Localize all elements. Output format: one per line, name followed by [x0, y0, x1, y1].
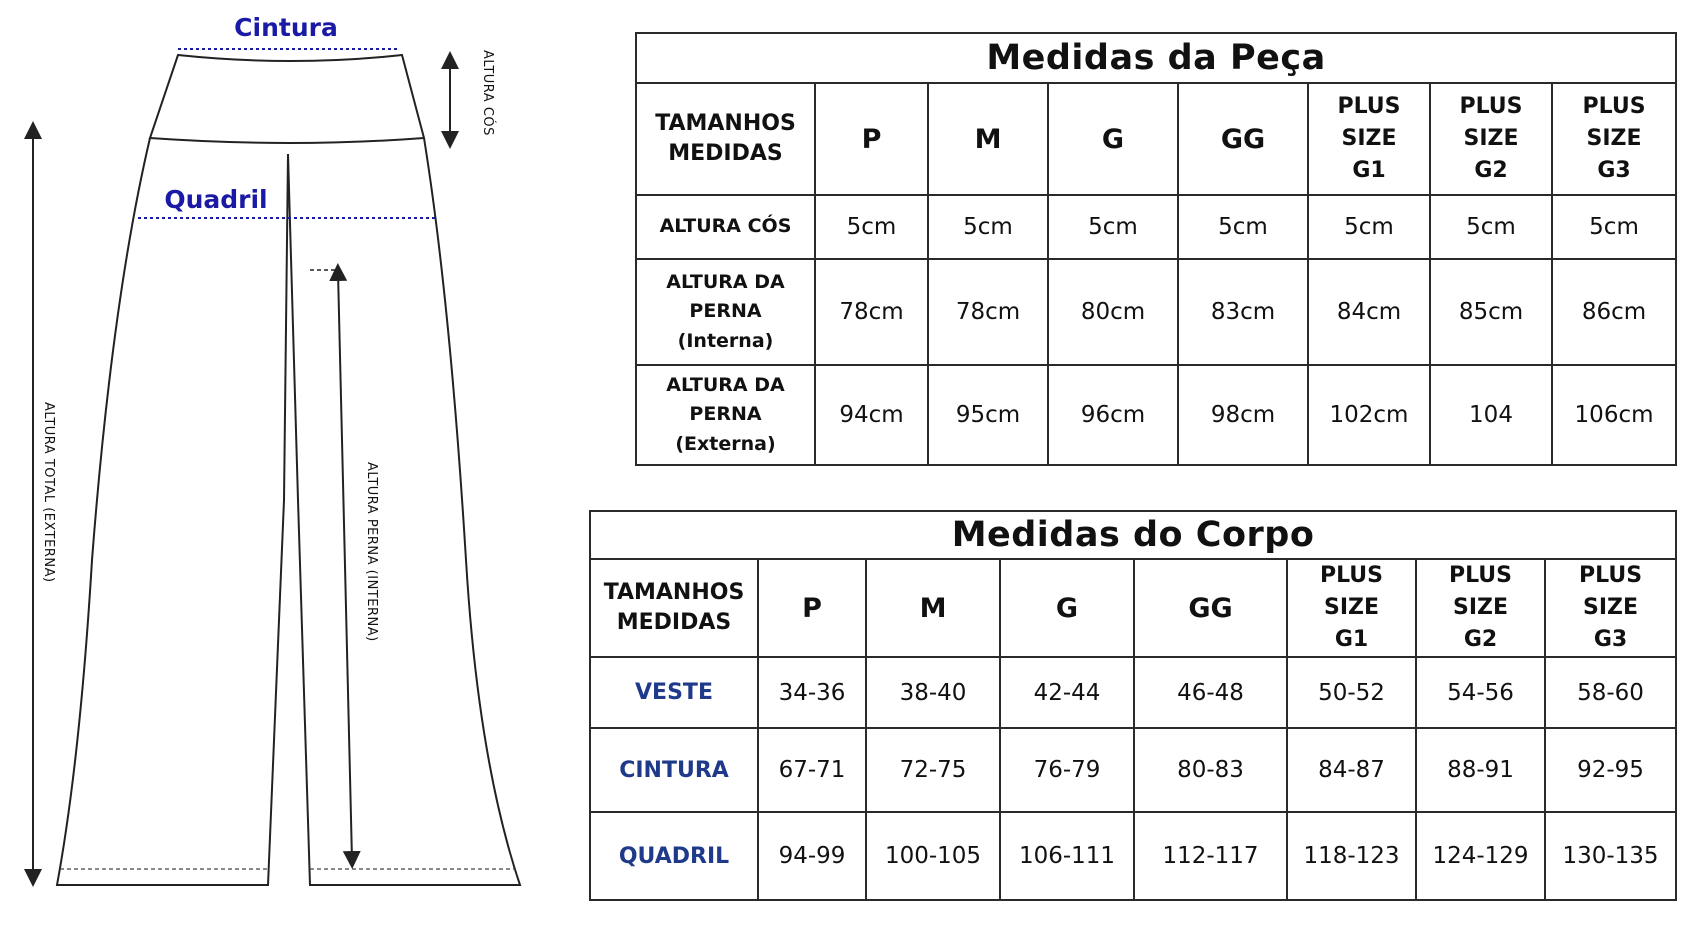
row-label-quadril: QUADRIL — [590, 812, 758, 900]
table-cell: 86cm — [1552, 259, 1676, 365]
row-label-line: ALTURA DA — [666, 270, 785, 293]
table-cell: 84cm — [1308, 259, 1430, 365]
table-cell: 88-91 — [1416, 728, 1545, 812]
row-label-line: PERNA — [689, 300, 762, 323]
size-header-gg: GG — [1134, 559, 1287, 657]
body-measurements-table — [589, 510, 1677, 901]
size-line: G2 — [1474, 157, 1508, 183]
table-row — [636, 365, 1676, 465]
size-header-m: M — [928, 83, 1048, 195]
size-line: SIZE — [1323, 595, 1379, 621]
table-cell: 5cm — [1308, 195, 1430, 259]
table-cell: 84-87 — [1287, 728, 1416, 812]
left-leg-outline — [57, 138, 288, 885]
row-label-veste: VESTE — [590, 657, 758, 728]
row-label-line: ALTURA DA — [666, 373, 785, 396]
table-row — [590, 812, 1676, 900]
size-header-m: M — [866, 559, 1000, 657]
table-cell: 104 — [1430, 365, 1552, 465]
size-line: PLUS — [1582, 94, 1646, 120]
table-cell: 96cm — [1048, 365, 1178, 465]
table-row — [590, 728, 1676, 812]
size-header-g2 — [1416, 559, 1545, 657]
header-label-line: MEDIDAS — [616, 610, 732, 635]
table-cell: 78cm — [928, 259, 1048, 365]
header-label-line: TAMANHOS — [655, 111, 796, 137]
size-line: SIZE — [1463, 126, 1519, 152]
table-cell: 95cm — [928, 365, 1048, 465]
size-line: G2 — [1463, 626, 1498, 652]
size-line: SIZE — [1341, 126, 1397, 152]
body-table-title: Medidas do Corpo — [590, 511, 1676, 559]
waistband-height-label: ALTURA CÓS — [480, 50, 495, 136]
garment-table-title: Medidas da Peça — [636, 33, 1676, 83]
table-cell: 102cm — [1308, 365, 1430, 465]
table-cell: 34-36 — [758, 657, 866, 728]
size-header-g: G — [1000, 559, 1134, 657]
inner-leg-label: ALTURA PERNA (INTERNA) — [364, 462, 379, 642]
table-cell: 5cm — [1048, 195, 1178, 259]
size-line: PLUS — [1319, 563, 1384, 589]
size-header-p: P — [815, 83, 928, 195]
size-header-g2 — [1430, 83, 1552, 195]
hip-label: Quadril — [164, 185, 268, 214]
table-row — [636, 195, 1676, 259]
size-header-g: G — [1048, 83, 1178, 195]
table-cell: 94-99 — [758, 812, 866, 900]
size-line: G1 — [1352, 157, 1386, 183]
table-cell: 72-75 — [866, 728, 1000, 812]
row-label-line: (Externa) — [675, 432, 776, 455]
size-line: PLUS — [1448, 563, 1513, 589]
garment-header-row — [636, 83, 1676, 195]
table-cell: 112-117 — [1134, 812, 1287, 900]
size-line: G3 — [1593, 626, 1628, 652]
table-cell: 5cm — [1430, 195, 1552, 259]
size-line: G1 — [1334, 626, 1369, 652]
pants-diagram — [0, 0, 560, 927]
table-cell: 5cm — [815, 195, 928, 259]
garment-measurements-table — [635, 32, 1677, 466]
row-label-perna-interna — [636, 259, 815, 365]
size-line: SIZE — [1583, 595, 1639, 621]
header-label-line: TAMANHOS — [603, 580, 745, 606]
size-header-g3 — [1552, 83, 1676, 195]
table-cell: 85cm — [1430, 259, 1552, 365]
table-cell: 100-105 — [866, 812, 1000, 900]
size-line: PLUS — [1337, 94, 1401, 120]
table-cell: 50-52 — [1287, 657, 1416, 728]
total-height-label: ALTURA TOTAL (EXTERNA) — [41, 402, 56, 583]
table-cell: 58-60 — [1545, 657, 1676, 728]
table-cell: 5cm — [928, 195, 1048, 259]
table-cell: 80cm — [1048, 259, 1178, 365]
table-cell: 92-95 — [1545, 728, 1676, 812]
size-line: SIZE — [1586, 126, 1642, 152]
table-row — [636, 259, 1676, 365]
table-cell: 106-111 — [1000, 812, 1134, 900]
table-row — [590, 657, 1676, 728]
right-leg-outline — [288, 138, 520, 885]
waistband-outline — [150, 55, 424, 143]
inner-leg-arrow — [338, 272, 352, 860]
size-header-g1 — [1308, 83, 1430, 195]
garment-header-label — [636, 83, 815, 195]
table-cell: 78cm — [815, 259, 928, 365]
size-line: G3 — [1597, 157, 1631, 183]
table-cell: 38-40 — [866, 657, 1000, 728]
size-line: PLUS — [1459, 94, 1523, 120]
body-header-label — [590, 559, 758, 657]
table-cell: 118-123 — [1287, 812, 1416, 900]
table-cell: 80-83 — [1134, 728, 1287, 812]
table-cell: 76-79 — [1000, 728, 1134, 812]
table-cell: 5cm — [1178, 195, 1308, 259]
size-header-g1 — [1287, 559, 1416, 657]
waist-label: Cintura — [234, 13, 338, 42]
body-header-row — [590, 559, 1676, 657]
table-cell: 98cm — [1178, 365, 1308, 465]
table-cell: 5cm — [1552, 195, 1676, 259]
size-header-g3 — [1545, 559, 1676, 657]
size-header-gg: GG — [1178, 83, 1308, 195]
table-cell: 130-135 — [1545, 812, 1676, 900]
table-cell: 94cm — [815, 365, 928, 465]
table-cell: 83cm — [1178, 259, 1308, 365]
table-cell: 42-44 — [1000, 657, 1134, 728]
size-line: PLUS — [1578, 563, 1643, 589]
table-cell: 54-56 — [1416, 657, 1545, 728]
row-label-line: (Interna) — [677, 329, 774, 352]
header-label-line: MEDIDAS — [668, 141, 783, 166]
row-label-cintura: CINTURA — [590, 728, 758, 812]
row-label-line: PERNA — [689, 403, 762, 426]
row-label-perna-externa — [636, 365, 815, 465]
table-cell: 106cm — [1552, 365, 1676, 465]
table-cell: 46-48 — [1134, 657, 1287, 728]
size-line: SIZE — [1452, 595, 1508, 621]
row-label-altura-cos: ALTURA CÓS — [636, 195, 815, 259]
table-cell: 67-71 — [758, 728, 866, 812]
size-header-p: P — [758, 559, 866, 657]
table-cell: 124-129 — [1416, 812, 1545, 900]
